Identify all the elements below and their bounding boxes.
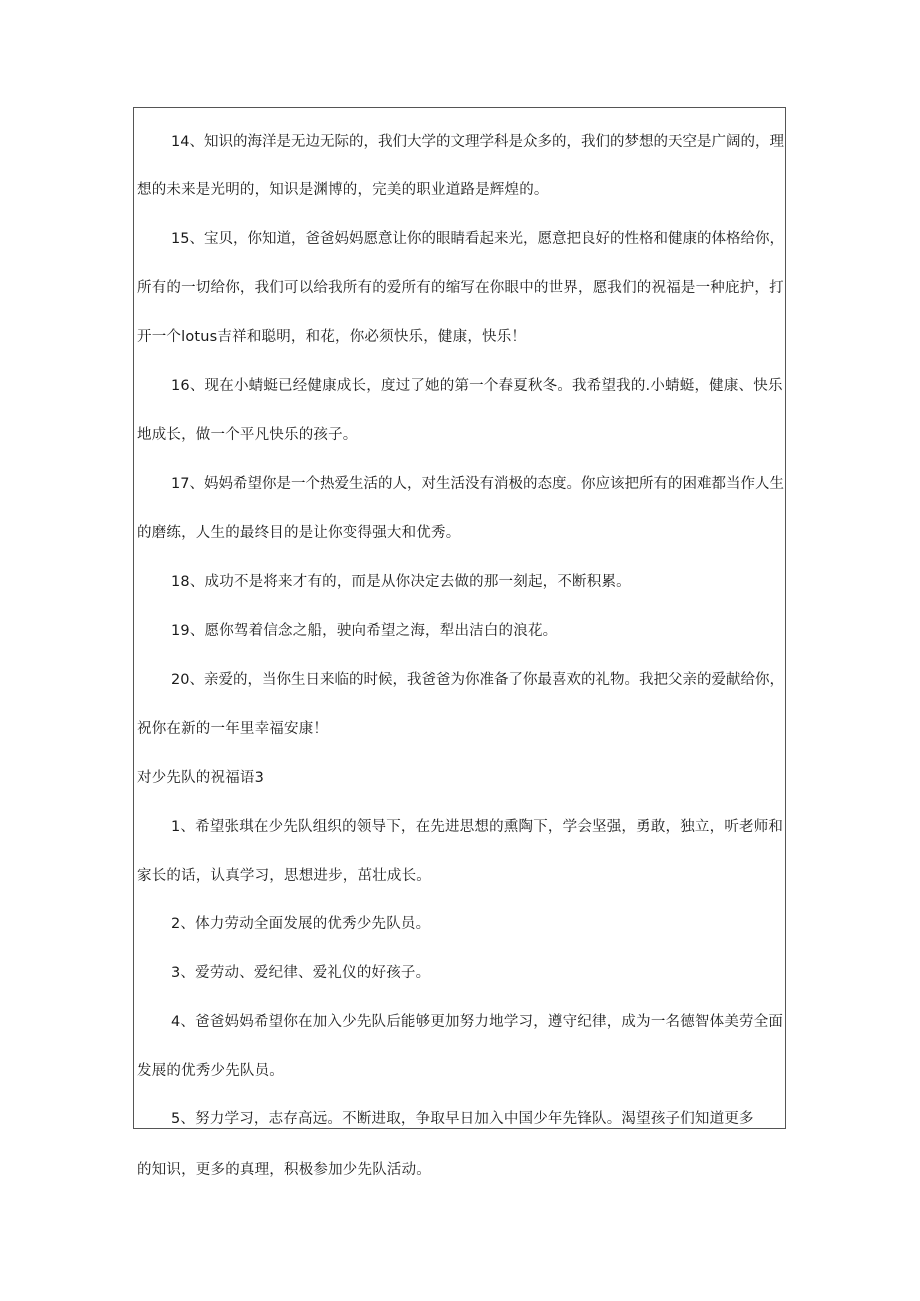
- text-line: 想的未来是光明的，知识是渊博的，完美的职业道路是辉煌的。: [137, 182, 549, 198]
- text-line: 19、愿你驾着信念之船，驶向希望之海，犁出洁白的浪花。: [171, 623, 558, 639]
- text-line: 的知识，更多的真理，积极参加少先队活动。: [137, 1162, 431, 1178]
- text-line: 1、希望张琪在少先队组织的领导下，在先进思想的熏陶下，学会坚强，勇敢，独立，听老师和: [171, 819, 784, 835]
- text-line: 3、爱劳动、爱纪律、爱礼仪的好孩子。: [171, 965, 431, 981]
- text-line: 15、宝贝，你知道，爸爸妈妈愿意让你的眼睛看起来光，愿意把良好的性格和健康的体格给你，: [171, 231, 784, 247]
- text-line: 17、妈妈希望你是一个热爱生活的人，对生活没有消极的态度。你应该把所有的困难都当作人生: [171, 476, 784, 492]
- section-heading: 对少先队的祝福语3: [137, 770, 265, 786]
- text-line: 开一个lotus吉祥和聪明，和花，你必须快乐，健康，快乐！: [137, 329, 527, 345]
- text-line: 发展的优秀少先队员。: [137, 1063, 284, 1079]
- text-line: 2、体力劳动全面发展的优秀少先队员。: [171, 916, 431, 932]
- text-line: 5、努力学习，志存高远。不断进取，争取早日加入中国少年先锋队。渴望孩子们知道更多: [171, 1111, 754, 1127]
- text-line: 16、现在小蜻蜓已经健康成长，度过了她的第一个春夏秋冬。我希望我的.小蜻蜓，健康、快乐: [171, 378, 783, 394]
- text-line: 20、亲爱的，当你生日来临的时候，我爸爸为你准备了你最喜欢的礼物。我把父亲的爱献给你，: [171, 672, 784, 688]
- text-line: 家长的话，认真学习，思想进步，茁壮成长。: [137, 868, 431, 884]
- text-line: 所有的一切给你，我们可以给我所有的爱所有的缩写在你眼中的世界，愿我们的祝福是一种庇护，打: [137, 280, 784, 296]
- text-line: 的磨练，人生的最终目的是让你变得强大和优秀。: [137, 525, 461, 541]
- text-line: 14、知识的海洋是无边无际的，我们大学的文理学科是众多的，我们的梦想的天空是广阔的，理: [171, 134, 784, 150]
- text-line: 地成长，做一个平凡快乐的孩子。: [137, 427, 358, 443]
- text-line: 4、爸爸妈妈希望你在加入少先队后能够更加努力地学习，遵守纪律，成为一名德智体美劳全面: [171, 1014, 784, 1030]
- text-line: 祝你在新的一年里幸福安康！: [137, 721, 329, 737]
- text-line: 18、成功不是将来才有的，而是从你决定去做的那一刻起，不断积累。: [171, 574, 631, 590]
